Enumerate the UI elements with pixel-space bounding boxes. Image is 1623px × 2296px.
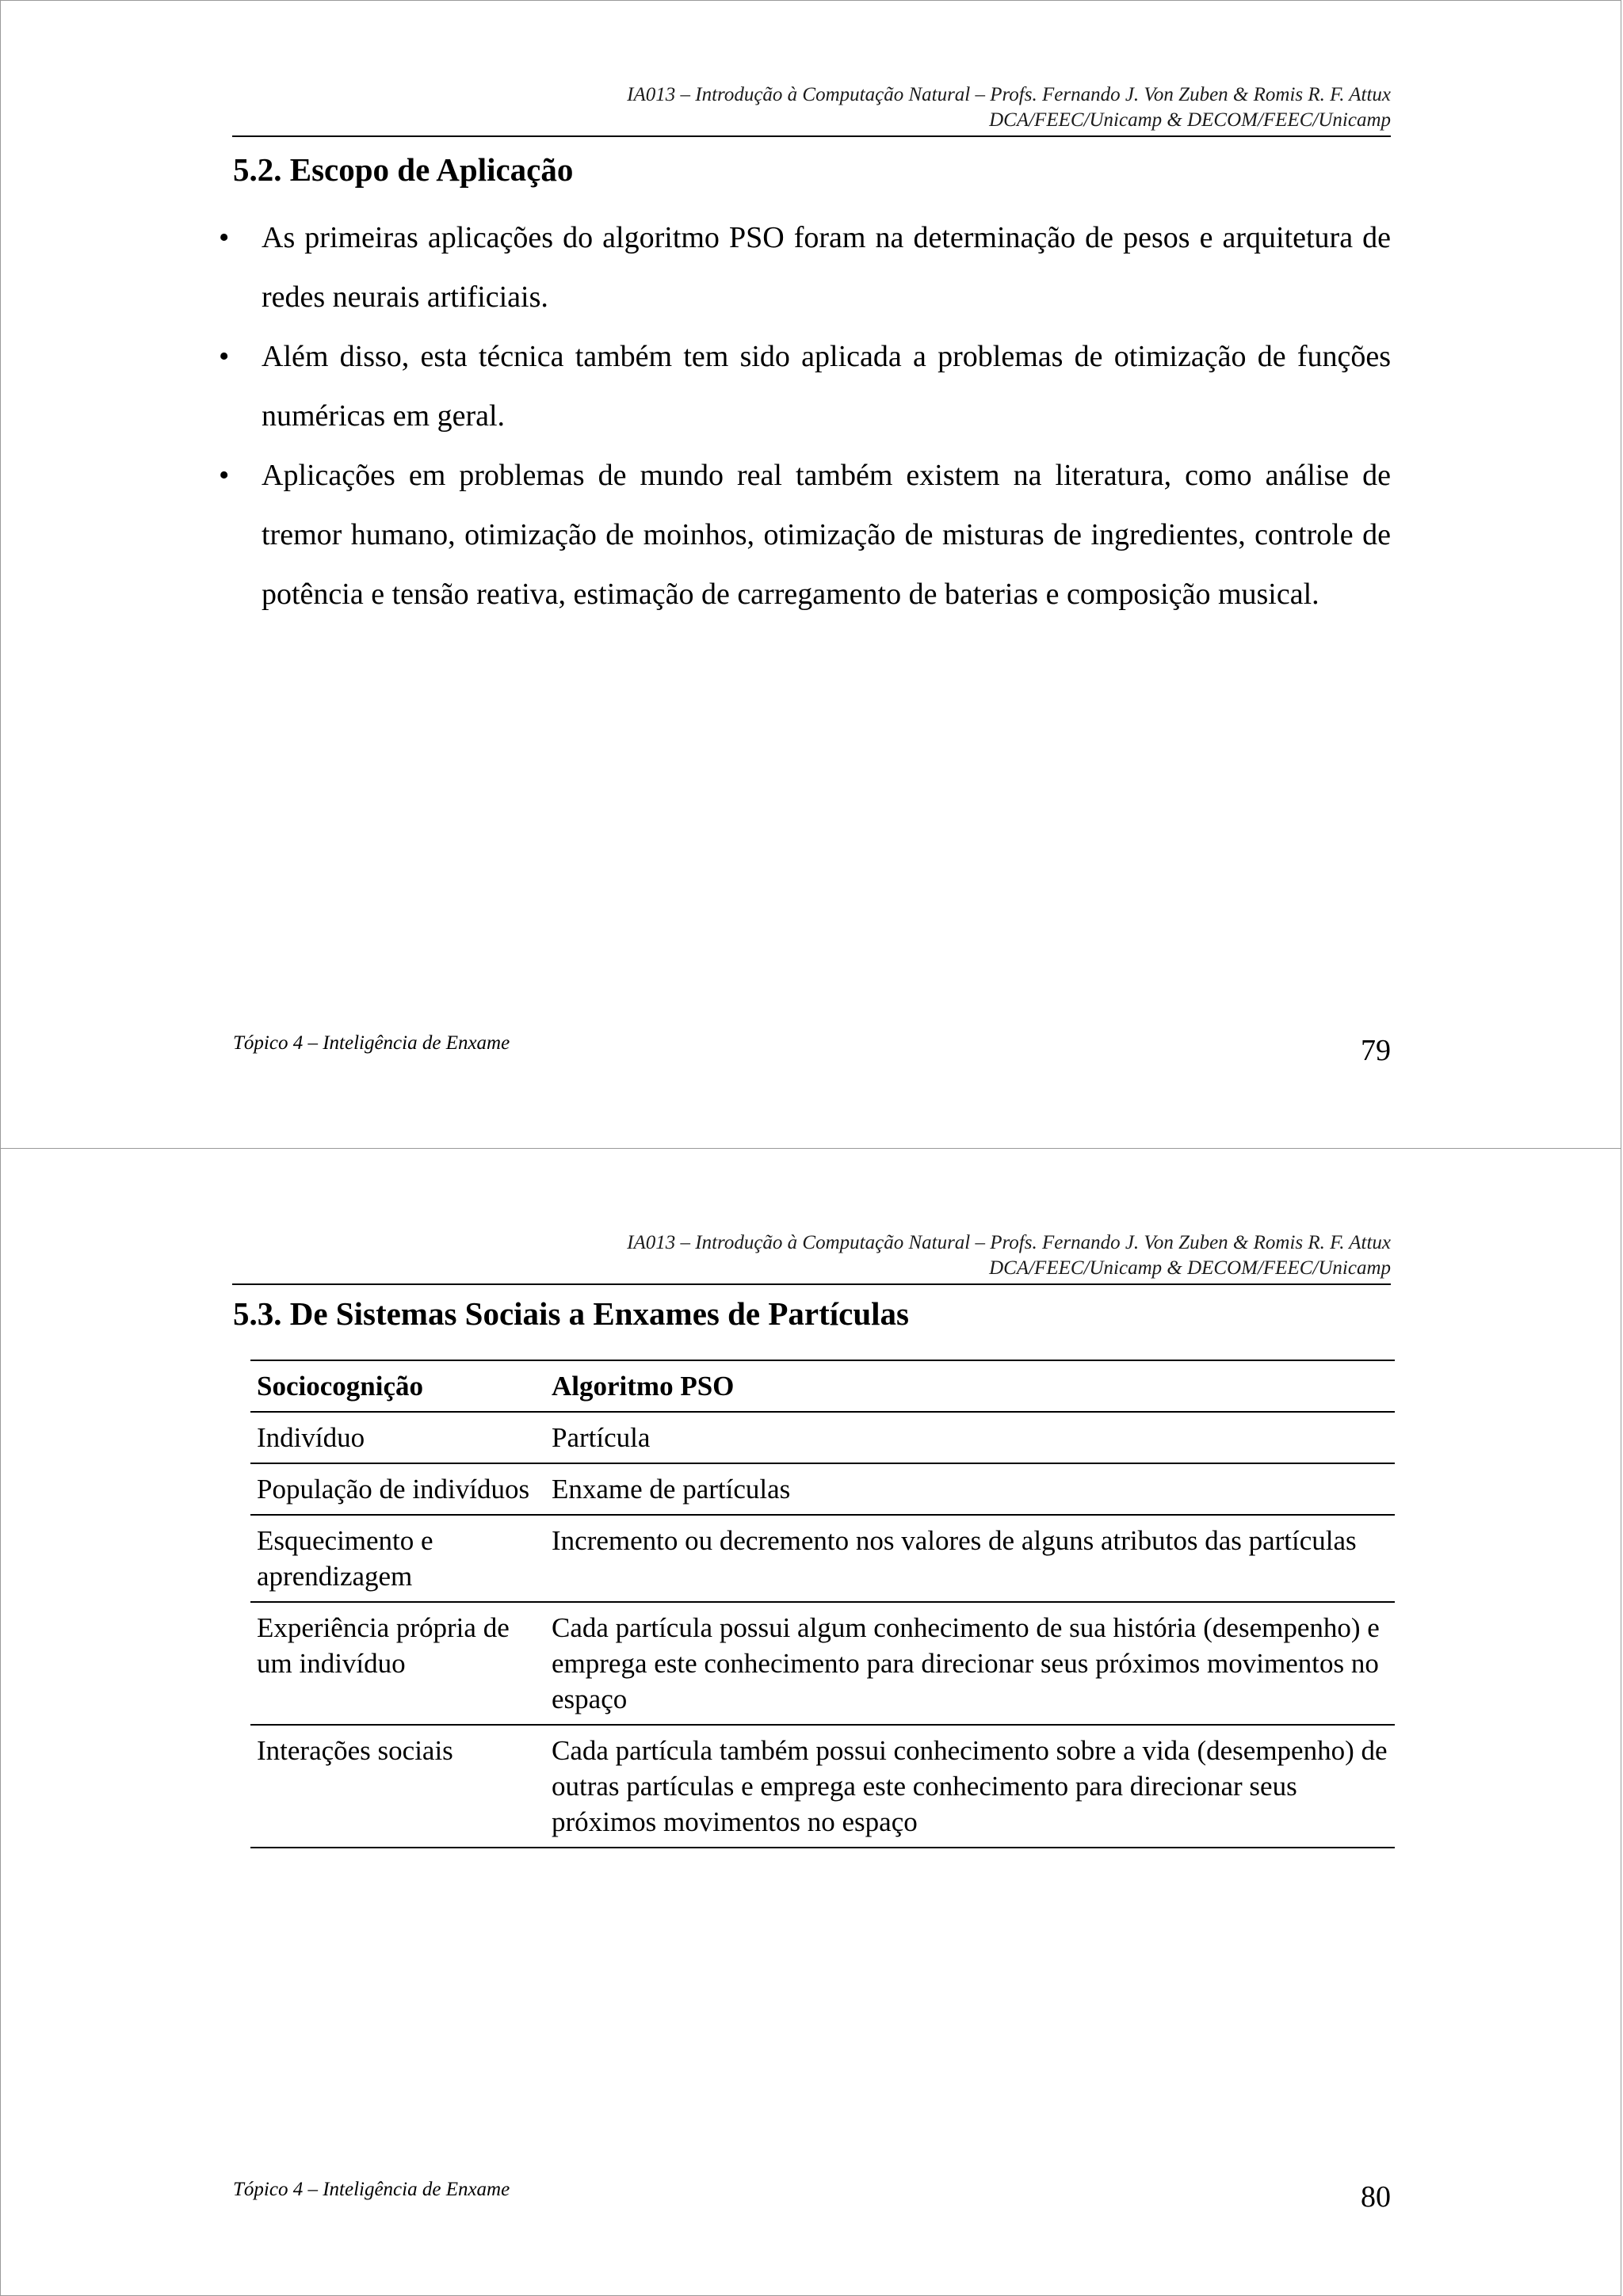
header-line-2: DCA/FEEC/Unicamp & DECOM/FEEC/Unicamp (989, 109, 1391, 131)
course-header (627, 82, 1391, 133)
table-row (250, 1602, 1395, 1725)
page-number: 79 (1361, 1034, 1391, 1067)
section-title: 5.3. De Sistemas Sociais a Enxames de Partículas (233, 1295, 909, 1332)
page-number: 80 (1361, 2180, 1391, 2214)
bullet-icon: • (219, 340, 230, 373)
footer-topic: Tópico 4 – Inteligência de Enxame (233, 2179, 510, 2200)
header-rule (232, 1283, 1391, 1285)
table-row (250, 1725, 1395, 1848)
table-cell: Interações sociais (250, 1725, 545, 1848)
table-row (250, 1463, 1395, 1515)
column-header-algoritmo-pso: Algoritmo PSO (545, 1360, 1395, 1412)
bullet-text: Aplicações em problemas de mundo real também existem na literatura, como análise de tremor humano, otimização de moinhos, otimização de misturas de ingredientes, controle de potência e tensão reativa, estimação de carregamento de baterias e composição musical. (262, 459, 1391, 611)
course-header (627, 1230, 1391, 1281)
table-row (250, 1412, 1395, 1463)
header-line-2: DCA/FEEC/Unicamp & DECOM/FEEC/Unicamp (989, 1257, 1391, 1279)
footer-topic: Tópico 4 – Inteligência de Enxame (233, 1032, 510, 1054)
table-header-row (250, 1360, 1395, 1412)
table-cell: População de indivíduos (250, 1463, 545, 1515)
table-cell: Cada partícula possui algum conhecimento de sua história (desempenho) e emprega este conhecimento para direcionar seus próximos movimentos no espaço (545, 1602, 1395, 1725)
bullet-text: As primeiras aplicações do algoritmo PSO foram na determinação de pesos e arquitetura de redes neurais artificiais. (262, 221, 1391, 314)
comparison-table (250, 1360, 1395, 1848)
table-cell: Esquecimento e aprendizagem (250, 1515, 545, 1602)
table-cell: Indivíduo (250, 1412, 545, 1463)
bullet-icon: • (219, 459, 230, 492)
header-rule (232, 135, 1391, 137)
table-cell: Experiência própria de um indivíduo (250, 1602, 545, 1725)
section-title: 5.2. Escopo de Aplicação (233, 151, 574, 188)
table-cell: Cada partícula também possui conhecimento sobre a vida (desempenho) de outras partículas e emprega este conhecimento para direcionar seus próximos movimentos no espaço (545, 1725, 1395, 1848)
bullet-item (219, 208, 1391, 327)
bullet-text: Além disso, esta técnica também tem sido aplicada a problemas de otimização de funções numéricas em geral. (262, 340, 1391, 433)
table-cell: Incremento ou decremento nos valores de alguns atributos das partículas (545, 1515, 1395, 1602)
slide-79 (0, 0, 1621, 1149)
header-line-1: IA013 – Introdução à Computação Natural – Profs. Fernando J. Von Zuben & Romis R. F. Attux (627, 1232, 1391, 1253)
column-header-sociocognicao: Sociocognição (250, 1360, 545, 1412)
bullet-list (219, 208, 1391, 624)
header-line-1: IA013 – Introdução à Computação Natural – Profs. Fernando J. Von Zuben & Romis R. F. Attux (627, 84, 1391, 105)
bullet-item (219, 327, 1391, 446)
table-cell: Enxame de partículas (545, 1463, 1395, 1515)
slide-80 (0, 1148, 1621, 2296)
table-cell: Partícula (545, 1412, 1395, 1463)
table-row (250, 1515, 1395, 1602)
bullet-icon: • (219, 221, 230, 254)
bullet-item (219, 446, 1391, 624)
